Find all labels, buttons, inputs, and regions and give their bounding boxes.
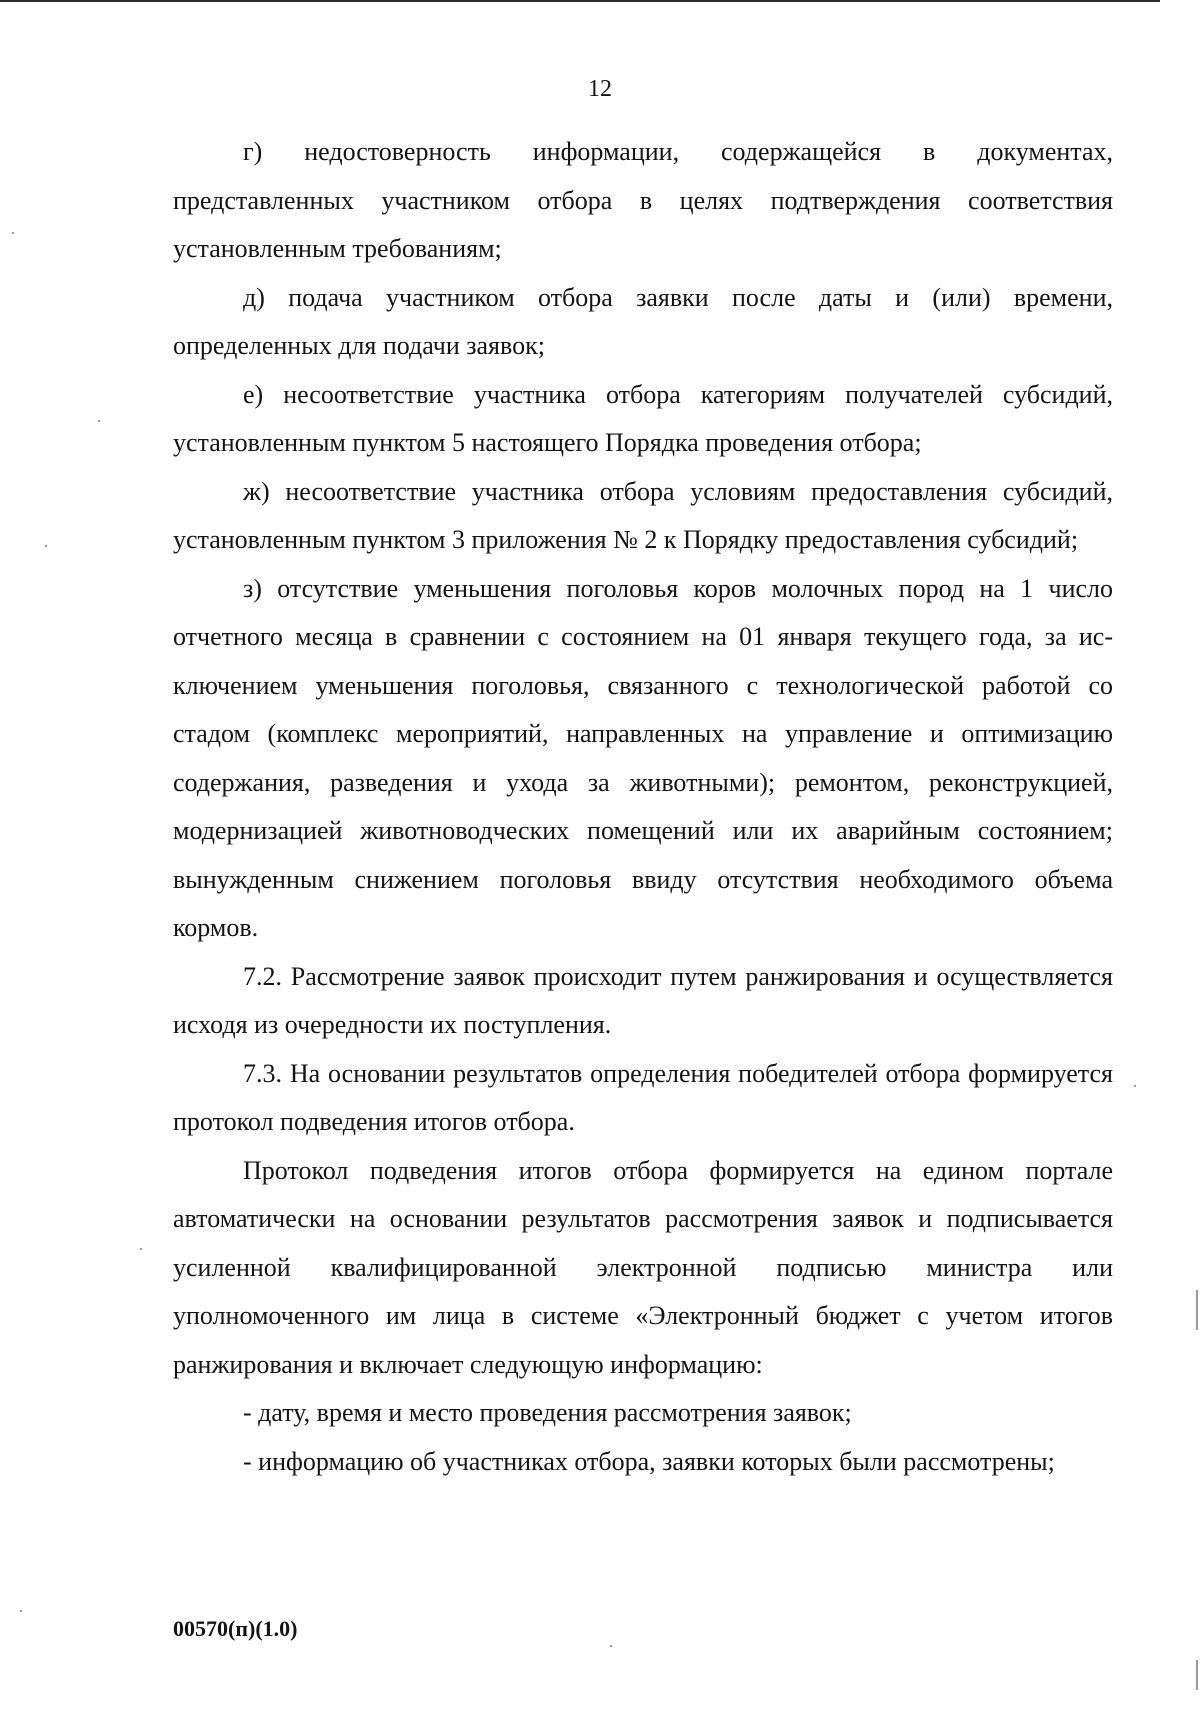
scan-speck bbox=[610, 1645, 612, 1647]
scan-edge-mark bbox=[1196, 1290, 1198, 1330]
scan-speck bbox=[20, 1610, 22, 1612]
page-number: 12 bbox=[588, 76, 612, 102]
scan-speck bbox=[140, 1248, 142, 1250]
paragraph-e: е) несоответствие участника отбора категориям получателей субсидий, установленным пунктом 5 настоящего Порядка проведения отбора; bbox=[173, 379, 1113, 457]
scan-speck bbox=[98, 420, 100, 422]
scan-edge-mark bbox=[1196, 1660, 1198, 1690]
paragraph-protocol: Протокол подведения итогов отбора формируется на едином портале автоматически на основании результатов рассмотрения заявок и подписывается усиленной квалифицированной электронной подписью министра или уполномоченного им лица в системе «Электронный бюджет с учетом итогов ранжирования и включает следующую информацию: bbox=[173, 1155, 1113, 1379]
scan-speck bbox=[1134, 1085, 1136, 1087]
paragraph-z: з) отсутствие уменьшения поголовья коров молочных пород на 1 число отчетного месяца в сравнении с состоянием на 01 января текущего года, за исключением уменьшения поголовья, связанного с технологической работой со стадом (комплекс мероприятий, направленных на управление и оптимизацию содержания, разведения и ухода за животными); ремонтом, реконструкцией, модернизацией животноводческих помещений или их аварийным состоянием; вынужденным снижением поголовья ввиду отсутствия необходимого объема кормов. bbox=[173, 573, 1113, 942]
document-body bbox=[173, 128, 1113, 1486]
list-item-date-time-place: - дату, время и место проведения рассмотрения заявок; bbox=[243, 1398, 852, 1427]
top-border-line bbox=[0, 0, 1160, 2]
paragraph-7-2: 7.2. Рассмотрение заявок происходит путем ранжирования и осуществляется исходя из очередности их поступления. bbox=[173, 961, 1113, 1039]
list-item-participants-info: - информацию об участниках отбора, заявки которых были рассмотрены; bbox=[243, 1446, 1055, 1476]
paragraph-g: г) недостоверность информации, содержащейся в документах, представленных участником отбора в целях подтверждения соответствия установленным требованиям; bbox=[173, 137, 1113, 263]
paragraph-d: д) подача участником отбора заявки после даты и (или) времени, определенных для подачи заявок; bbox=[173, 282, 1113, 360]
scan-speck bbox=[12, 232, 14, 234]
paragraph-zh: ж) несоответствие участника отбора условиям предоставления субсидий, установленным пунктом 3 приложения № 2 к Порядку предоставления субсидий; bbox=[173, 476, 1113, 554]
document-footer-code: 00570(п)(1.0) bbox=[173, 1616, 298, 1641]
paragraph-7-3: 7.3. На основании результатов определения победителей отбора формируется протокол подведения итогов отбора. bbox=[173, 1058, 1113, 1136]
scan-speck bbox=[45, 545, 47, 547]
